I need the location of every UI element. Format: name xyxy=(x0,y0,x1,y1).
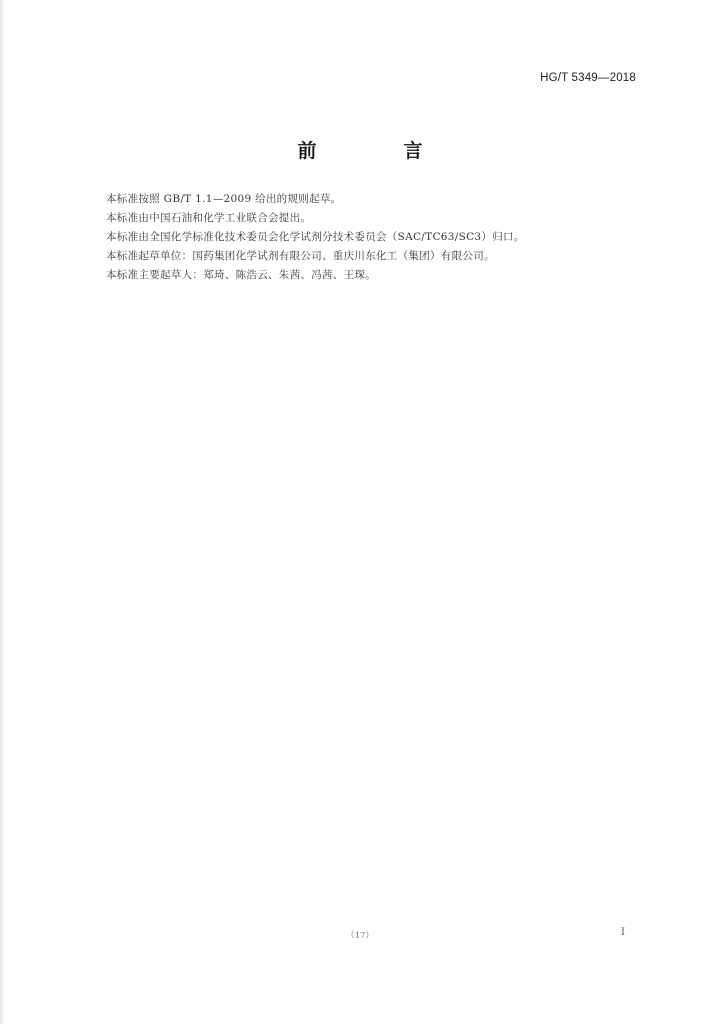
preface-paragraph-drafters: 本标准主要起草人：郑琦、陈浩云、朱茜、冯茜、王琛。 xyxy=(106,269,376,281)
preface-paragraph-committee: 本标准由全国化学标准化技术委员会化学试剂分技术委员会（SAC/TC63/SC3）归口。 xyxy=(106,231,525,243)
preface-paragraph-proposer: 本标准由中国石油和化学工业联合会提出。 xyxy=(106,212,312,224)
preface-paragraph-drafting-units: 本标准起草单位：国药集团化学试剂有限公司、重庆川东化工（集团）有限公司。 xyxy=(106,250,495,262)
footer-page-number: （17） xyxy=(346,931,374,941)
preface-title: 前 言 xyxy=(297,140,457,162)
preface-body xyxy=(106,190,646,285)
standard-code-header: HG/T 5349—2018 xyxy=(540,72,636,84)
preface-paragraph-drafting-rules: 本标准按照 GB/T 1.1—2009 给出的规则起草。 xyxy=(106,193,342,205)
footer-roman-page: I xyxy=(621,927,625,938)
